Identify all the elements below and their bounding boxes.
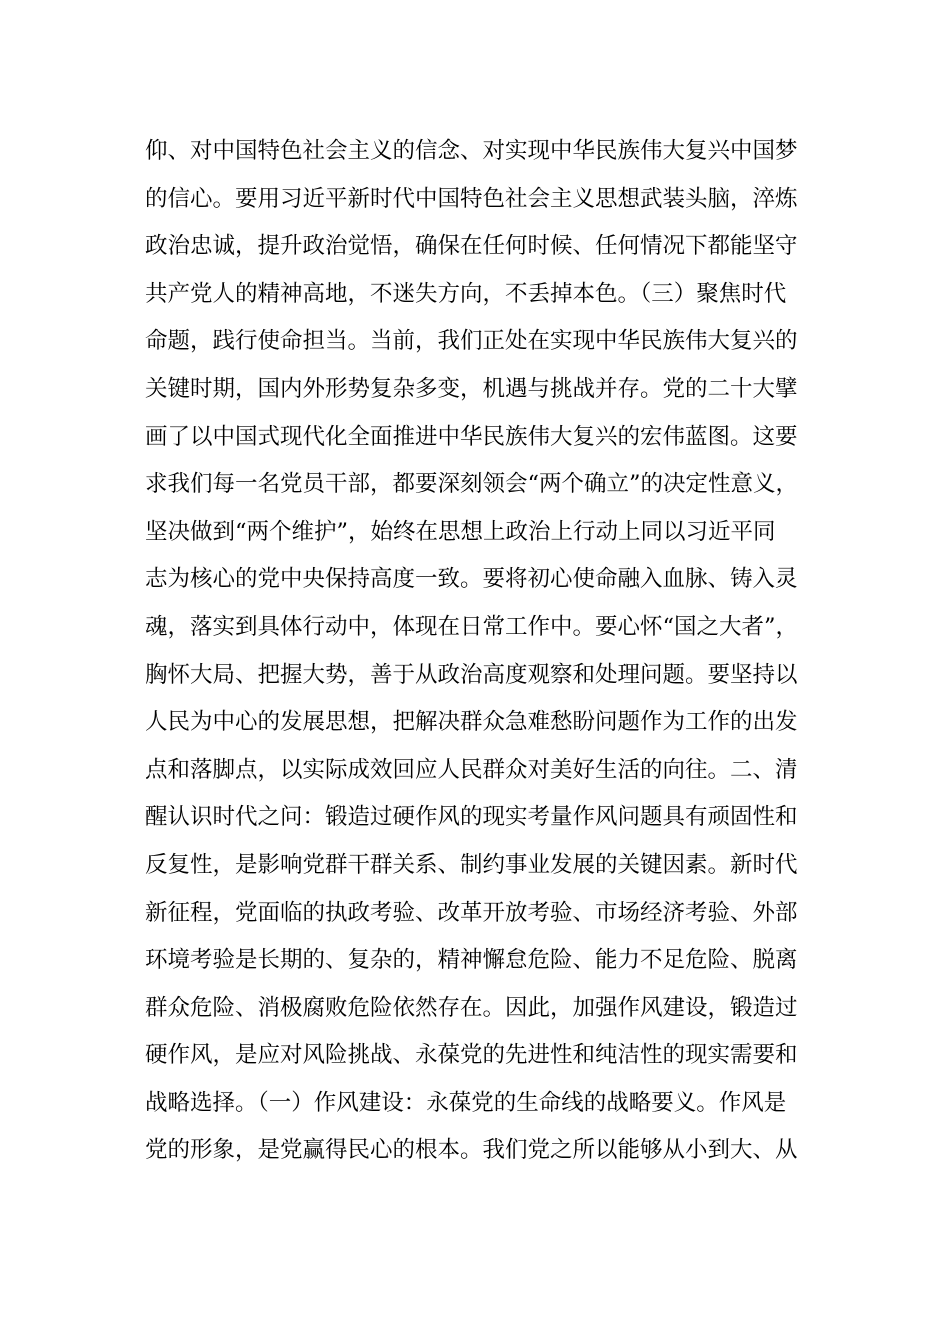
text-line: 反复性，是影响党群干群关系、制约事业发展的关键因素。新时代 (145, 851, 798, 878)
text-line: 醒认识时代之问：锻造过硬作风的现实考量作风问题具有顽固性和 (145, 804, 798, 831)
text-line: 政治忠诚，提升政治觉悟，确保在任何时候、任何情况下都能坚守 (145, 233, 798, 260)
text-line: 新征程，党面临的执政考验、改革开放考验、市场经济考验、外部 (145, 899, 798, 926)
text-line: 群众危险、消极腐败危险依然存在。因此，加强作风建设，锻造过 (145, 994, 798, 1021)
text-line: 人民为中心的发展思想，把解决群众急难愁盼问题作为工作的出发 (145, 709, 798, 736)
text-line: 命题，践行使命担当。当前，我们正处在实现中华民族伟大复兴的 (145, 328, 798, 355)
text-line: 党的形象，是党赢得民心的根本。我们党之所以能够从小到大、从 (145, 1137, 798, 1164)
text-line: 环境考验是长期的、复杂的，精神懈怠危险、能力不足危险、脱离 (145, 947, 798, 974)
text-line: 关键时期，国内外形势复杂多变，机遇与挑战并存。党的二十大擘 (145, 375, 798, 402)
text-line: 点和落脚点，以实际成效回应人民群众对美好生活的向往。二、清 (145, 756, 798, 783)
text-line: 胸怀大局、把握大势，善于从政治高度观察和处理问题。要坚持以 (145, 661, 798, 688)
text-line: 战略选择。（一）作风建设：永葆党的生命线的战略要义。作风是 (145, 1089, 787, 1116)
text-line: 坚决做到“两个维护”，始终在思想上政治上行动上同以习近平同 (145, 518, 776, 545)
text-line: 志为核心的党中央保持高度一致。要将初心使命融入血脉、铸入灵 (145, 566, 798, 593)
text-line: 求我们每一名党员干部，都要深刻领会“两个确立”的决定性意义， (145, 471, 799, 498)
text-line: 仰、对中国特色社会主义的信念、对实现中华民族伟大复兴中国梦 (145, 138, 798, 164)
text-line: 硬作风，是应对风险挑战、永葆党的先进性和纯洁性的现实需要和 (145, 1042, 798, 1069)
text-line: 画了以中国式现代化全面推进中华民族伟大复兴的宏伟蓝图。这要 (145, 423, 798, 450)
text-line: 魂，落实到具体行动中，体现在日常工作中。要心怀“国之大者”， (145, 613, 799, 640)
text-line: 的信心。要用习近平新时代中国特色社会主义思想武装头脑，淬炼 (145, 185, 798, 212)
body-text (145, 128, 825, 1175)
text-line: 共产党人的精神高地，不迷失方向，不丢掉本色。（三）聚焦时代 (145, 280, 787, 307)
